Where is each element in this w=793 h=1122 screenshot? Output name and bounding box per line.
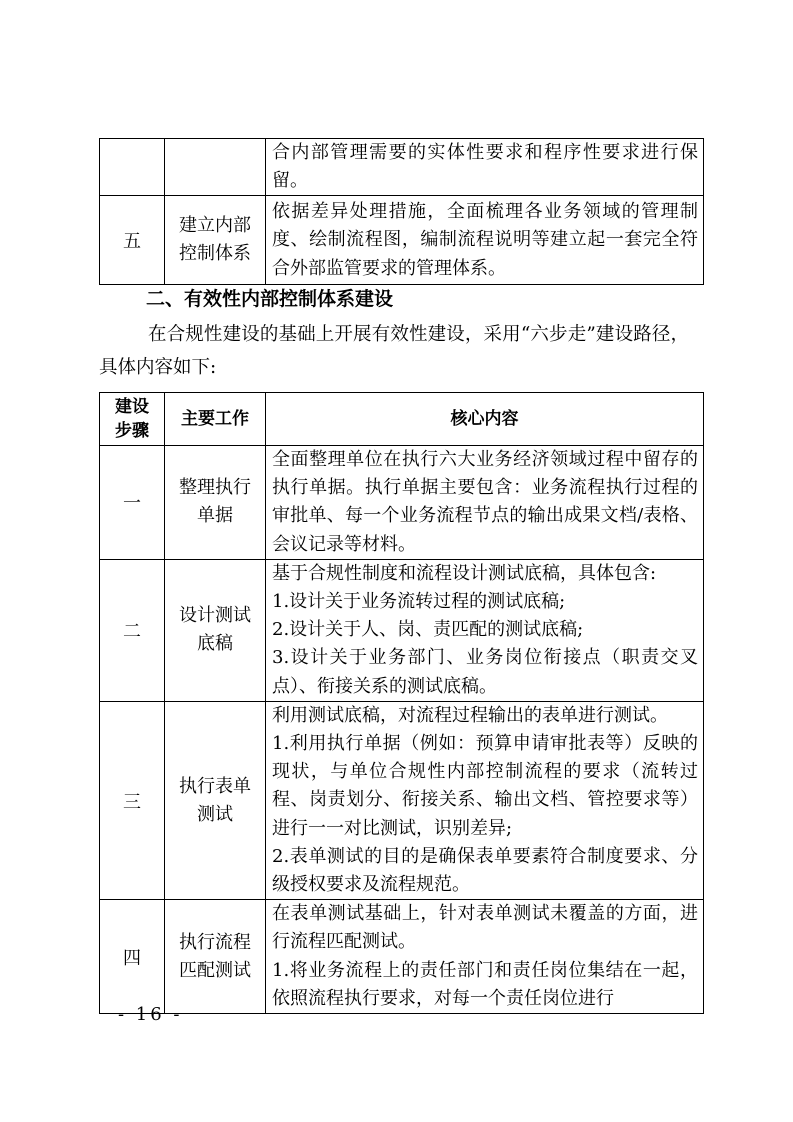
section-heading: 二、有效性内部控制体系建设 <box>146 288 394 310</box>
section-intro-paragraph: 在合规性建设的基础上开展有效性建设，采用“六步走”建设路径，具体内容如下: <box>99 324 689 378</box>
table-row <box>100 446 704 560</box>
previous-steps-table <box>99 138 704 285</box>
main-work-cell: 建立内部控制体系 <box>165 196 266 285</box>
table-row <box>100 559 704 701</box>
main-work-cell: 设计测试底稿 <box>165 559 266 701</box>
step-number-cell: 四 <box>100 900 165 1014</box>
core-content-cell: 在表单测试基础上，针对表单测试未覆盖的方面，进行流程匹配测试。 1.将业务流程上的责任部门和责任岗位集结在一起，依照流程执行要求，对每一个责任岗位进行 <box>266 900 704 1014</box>
step-number-cell: 三 <box>100 701 165 899</box>
effectiveness-steps-table <box>99 392 704 1014</box>
table-row <box>100 900 704 1014</box>
table-header-row <box>100 393 704 446</box>
main-work-cell <box>165 139 266 196</box>
table-row <box>100 701 704 899</box>
header-core-content: 核心内容 <box>266 393 704 446</box>
page-number: - 16 - <box>118 1004 183 1025</box>
core-content-cell: 依据差异处理措施，全面梳理各业务领域的管理制度、绘制流程图，编制流程说明等建立起一套完全符合外部监管要求的管理体系。 <box>266 196 704 285</box>
core-content-cell: 基于合规性制度和流程设计测试底稿，具体包含: 1.设计关于业务流转过程的测试底稿; 2.设计关于人、岗、责匹配的测试底稿; 3.设计关于业务部门、业务岗位衔接点（职责交叉点）、衔接关系的测试底稿。 <box>266 559 704 701</box>
core-content-cell: 合内部管理需要的实体性要求和程序性要求进行保留。 <box>266 139 704 196</box>
table-row <box>100 139 704 196</box>
main-work-cell: 执行表单测试 <box>165 701 266 899</box>
header-main-work: 主要工作 <box>165 393 266 446</box>
step-number-cell: 一 <box>100 446 165 560</box>
main-work-cell: 整理执行单据 <box>165 446 266 560</box>
table-row <box>100 196 704 285</box>
core-content-cell: 利用测试底稿，对流程过程输出的表单进行测试。 1.利用执行单据（例如：预算申请审批表等）反映的现状，与单位合规性内部控制流程的要求（流转过程、岗责划分、衔接关系、输出文档、管控要求等）进行一一对比测试，识别差异; 2.表单测试的目的是确保表单要素符合制度要求、分级授权要求及流程规范。 <box>266 701 704 899</box>
main-work-cell: 执行流程匹配测试 <box>165 900 266 1014</box>
core-content-cell: 全面整理单位在执行六大业务经济领域过程中留存的执行单据。执行单据主要包含：业务流程执行过程的审批单、每一个业务流程节点的输出成果文档/表格、会议记录等材料。 <box>266 446 704 560</box>
header-step: 建设步骤 <box>100 393 165 446</box>
step-number-cell: 二 <box>100 559 165 701</box>
step-number-cell <box>100 139 165 196</box>
step-number-cell: 五 <box>100 196 165 285</box>
